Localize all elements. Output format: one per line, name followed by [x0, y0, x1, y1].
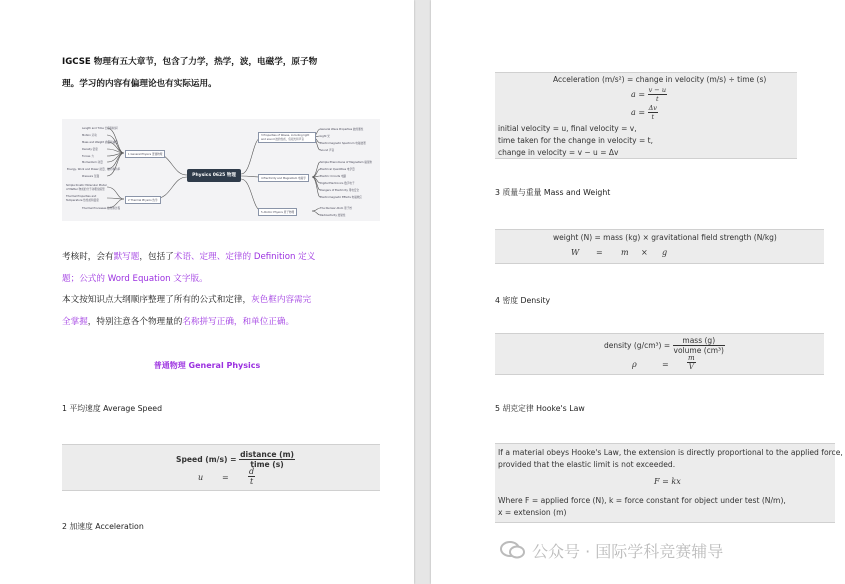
hooke-variables-line-1: Where F = applied force (N), k = force constant for object under test (N/m),: [498, 496, 786, 505]
weight-symbol-g: g: [662, 248, 668, 257]
acceleration-equation-2: [631, 104, 658, 121]
hooke-statement-line-1: If a material obeys Hooke's Law, the extension is directly proportional to the applied force,: [498, 448, 843, 457]
mindmap-branch-3: 3 Properties of Waves, including light and sound 波的性质，包括光和声音: [258, 132, 316, 143]
mindmap-leaf: Electromagnetic Effects 电磁效应: [320, 196, 363, 199]
mindmap-leaf: Motion 运动: [82, 134, 97, 137]
weight-symbol-W: W: [571, 248, 580, 257]
exam-highlight: 名称拼写正确，和单位正确。: [182, 317, 295, 327]
mindmap-leaf: Electromagnetic Spectrum 电磁波谱: [320, 142, 366, 145]
exam-highlight: 全掌握: [62, 317, 88, 327]
acceleration-variable-line-2: time taken for the change in velocity = t,: [498, 136, 653, 145]
speed-symbol-fraction: [248, 467, 255, 486]
weight-formula-box: [495, 229, 824, 264]
heading-density: 4 密度 Density: [495, 296, 551, 305]
mindmap-leaf: Mass and Weight 质量和重量: [82, 141, 118, 144]
speed-word-equation: [176, 450, 295, 469]
mindmap-leaf: Dangers of Electricity 用电安全: [320, 189, 360, 192]
heading-average-speed: 1 平均速度 Average Speed: [62, 404, 163, 413]
mindmap-leaf: Thermal Properties and Temperature 热性质和温度: [66, 195, 99, 202]
mindmap-leaf: Forces 力: [82, 155, 94, 158]
weight-word-equation: weight (N) = mass (kg) × gravitational field strength (N/kg): [553, 233, 777, 242]
mindmap-leaf: Simple Phenomena of Magnetism 磁现象: [320, 161, 373, 164]
speed-formula-box: [62, 444, 380, 491]
acceleration-equation-1: [631, 86, 667, 103]
acceleration-word-equation: Acceleration (m/s²) = change in velocity (m/s) ÷ time (s): [553, 75, 767, 84]
wechat-watermark: 公众号 · 国际学科竞赛辅导: [532, 542, 724, 561]
density-denominator: volume (cm³): [673, 346, 724, 355]
hooke-equation: F = kx: [654, 477, 681, 486]
section-title: 普通物理 General Physics: [153, 361, 261, 370]
exam-paragraph-line-3: [62, 290, 311, 310]
wechat-icon: [500, 540, 526, 560]
density-word-equation: [604, 336, 725, 355]
speed-symbol-equals: =: [222, 473, 229, 482]
speed-symbol-u: u: [198, 473, 204, 482]
mindmap-leaf: Density 密度: [82, 148, 98, 151]
density-symbol-fraction: [687, 354, 696, 371]
mindmap-leaf: Electrical Quantities 电学量: [320, 168, 355, 171]
speed-symbol-t: t: [249, 477, 254, 486]
exam-paragraph-line-1: [62, 247, 315, 267]
mindmap-leaf: Momentum 动量: [82, 161, 103, 164]
exam-highlight: 术语、定理、定律的 Definition 定义: [173, 252, 316, 262]
acc-eq2-num: Δv: [648, 104, 657, 112]
hookes-law-box: [495, 443, 843, 523]
intro-line-1: IGCSE 物理有五大章节，包含了力学，热学，波，电磁学，原子物: [62, 57, 318, 67]
mindmap-leaf: Energy, Work and Power 能量、做功和功率: [67, 168, 121, 171]
exam-text: ，特别注意各个物理量的: [87, 317, 183, 327]
exam-text: ，包括了: [139, 252, 174, 262]
mindmap-branch-1: 1 General Physics 普通物理: [125, 150, 165, 158]
physics-mindmap-image: [62, 119, 380, 221]
speed-label: Speed (m/s) =: [176, 455, 237, 464]
acc-eq1-lhs: a =: [631, 90, 646, 99]
weight-symbol-times: ×: [641, 248, 648, 257]
exam-highlight: 默写题: [113, 252, 140, 262]
acc-eq2-lhs: a =: [631, 108, 646, 117]
mindmap-leaf: The Nuclear Atom 原子核: [320, 207, 352, 210]
acceleration-variable-line-3: change in velocity = v − u = Δv: [498, 148, 619, 157]
acc-eq2-den: t: [651, 113, 655, 121]
exam-text: 本文按知识点大纲顺序整理了所有的公式和定律，: [62, 295, 252, 305]
density-symbol-equals: =: [662, 360, 669, 369]
exam-highlight: 灰色框内容需完: [251, 295, 312, 305]
mindmap-leaf: Light 光: [320, 135, 330, 138]
speed-symbol-d: d: [249, 467, 255, 476]
intro-line-2: 理。学习的内容有偏理论也有实际运用。: [62, 79, 217, 89]
speed-denominator: time (s): [250, 460, 284, 469]
mindmap-leaf: Digital Electronics 数字电子: [320, 182, 355, 185]
document-page-left: [0, 0, 414, 584]
density-label: density (g/cm³) =: [604, 341, 671, 350]
mindmap-leaf: Radioactivity 放射性: [320, 214, 346, 217]
weight-symbol-m: m: [621, 248, 629, 257]
mindmap-leaf: Pressure 压强: [82, 175, 100, 178]
mindmap-leaf: Length and Time 长度和时间: [82, 127, 118, 130]
acceleration-formula-box: [495, 72, 797, 159]
weight-symbol-equals: =: [596, 248, 603, 257]
exam-text: 考核时，会有: [62, 252, 114, 262]
exam-paragraph-line-2: 题；公式的 Word Equation 文字版。: [62, 274, 208, 284]
heading-hookes-law: 5 胡克定律 Hooke's Law: [495, 404, 585, 413]
acc-eq1-den: t: [655, 95, 659, 103]
density-symbol-m: m: [688, 354, 695, 362]
mindmap-center-node: Physics 0625 物理: [187, 169, 241, 182]
density-symbol-V: V: [688, 363, 694, 371]
mindmap-branch-2: 2 Thermal Physics 热学: [125, 196, 161, 204]
acc-eq1-num: v − u: [648, 86, 666, 94]
mindmap-leaf: Electric Circuits 电路: [320, 175, 347, 178]
mindmap-leaf: Simple Kinetic Molecular Model of Matter 物质的分子动理论模型: [66, 184, 107, 191]
document-page-right: [431, 0, 845, 584]
mindmap-leaf: Sound 声音: [320, 149, 335, 152]
hooke-variables-line-2: x = extension (m): [498, 508, 567, 517]
heading-mass-weight: 3 质量与重量 Mass and Weight: [495, 188, 611, 197]
acceleration-variable-line-1: initial velocity = u, final velocity = v,: [498, 124, 637, 133]
mindmap-leaf: Thermal Processes 热传递过程: [82, 207, 121, 210]
mindmap-leaf: General Wave Properties 波的通性: [320, 128, 364, 131]
density-formula-box: [495, 333, 824, 375]
heading-acceleration: 2 加速度 Acceleration: [62, 522, 144, 531]
mindmap-branch-4: 4 Electricity and Magnetism 电磁学: [258, 174, 309, 182]
hooke-statement-line-2: provided that the elastic limit is not exceeded.: [498, 460, 676, 469]
speed-numerator: distance (m): [240, 450, 294, 459]
density-numerator: mass (g): [673, 336, 725, 346]
exam-paragraph-line-4: [62, 312, 294, 332]
mindmap-branch-5: 5 Atomic Physics 原子物理: [258, 208, 297, 216]
density-symbol-rho: ρ: [632, 360, 637, 369]
